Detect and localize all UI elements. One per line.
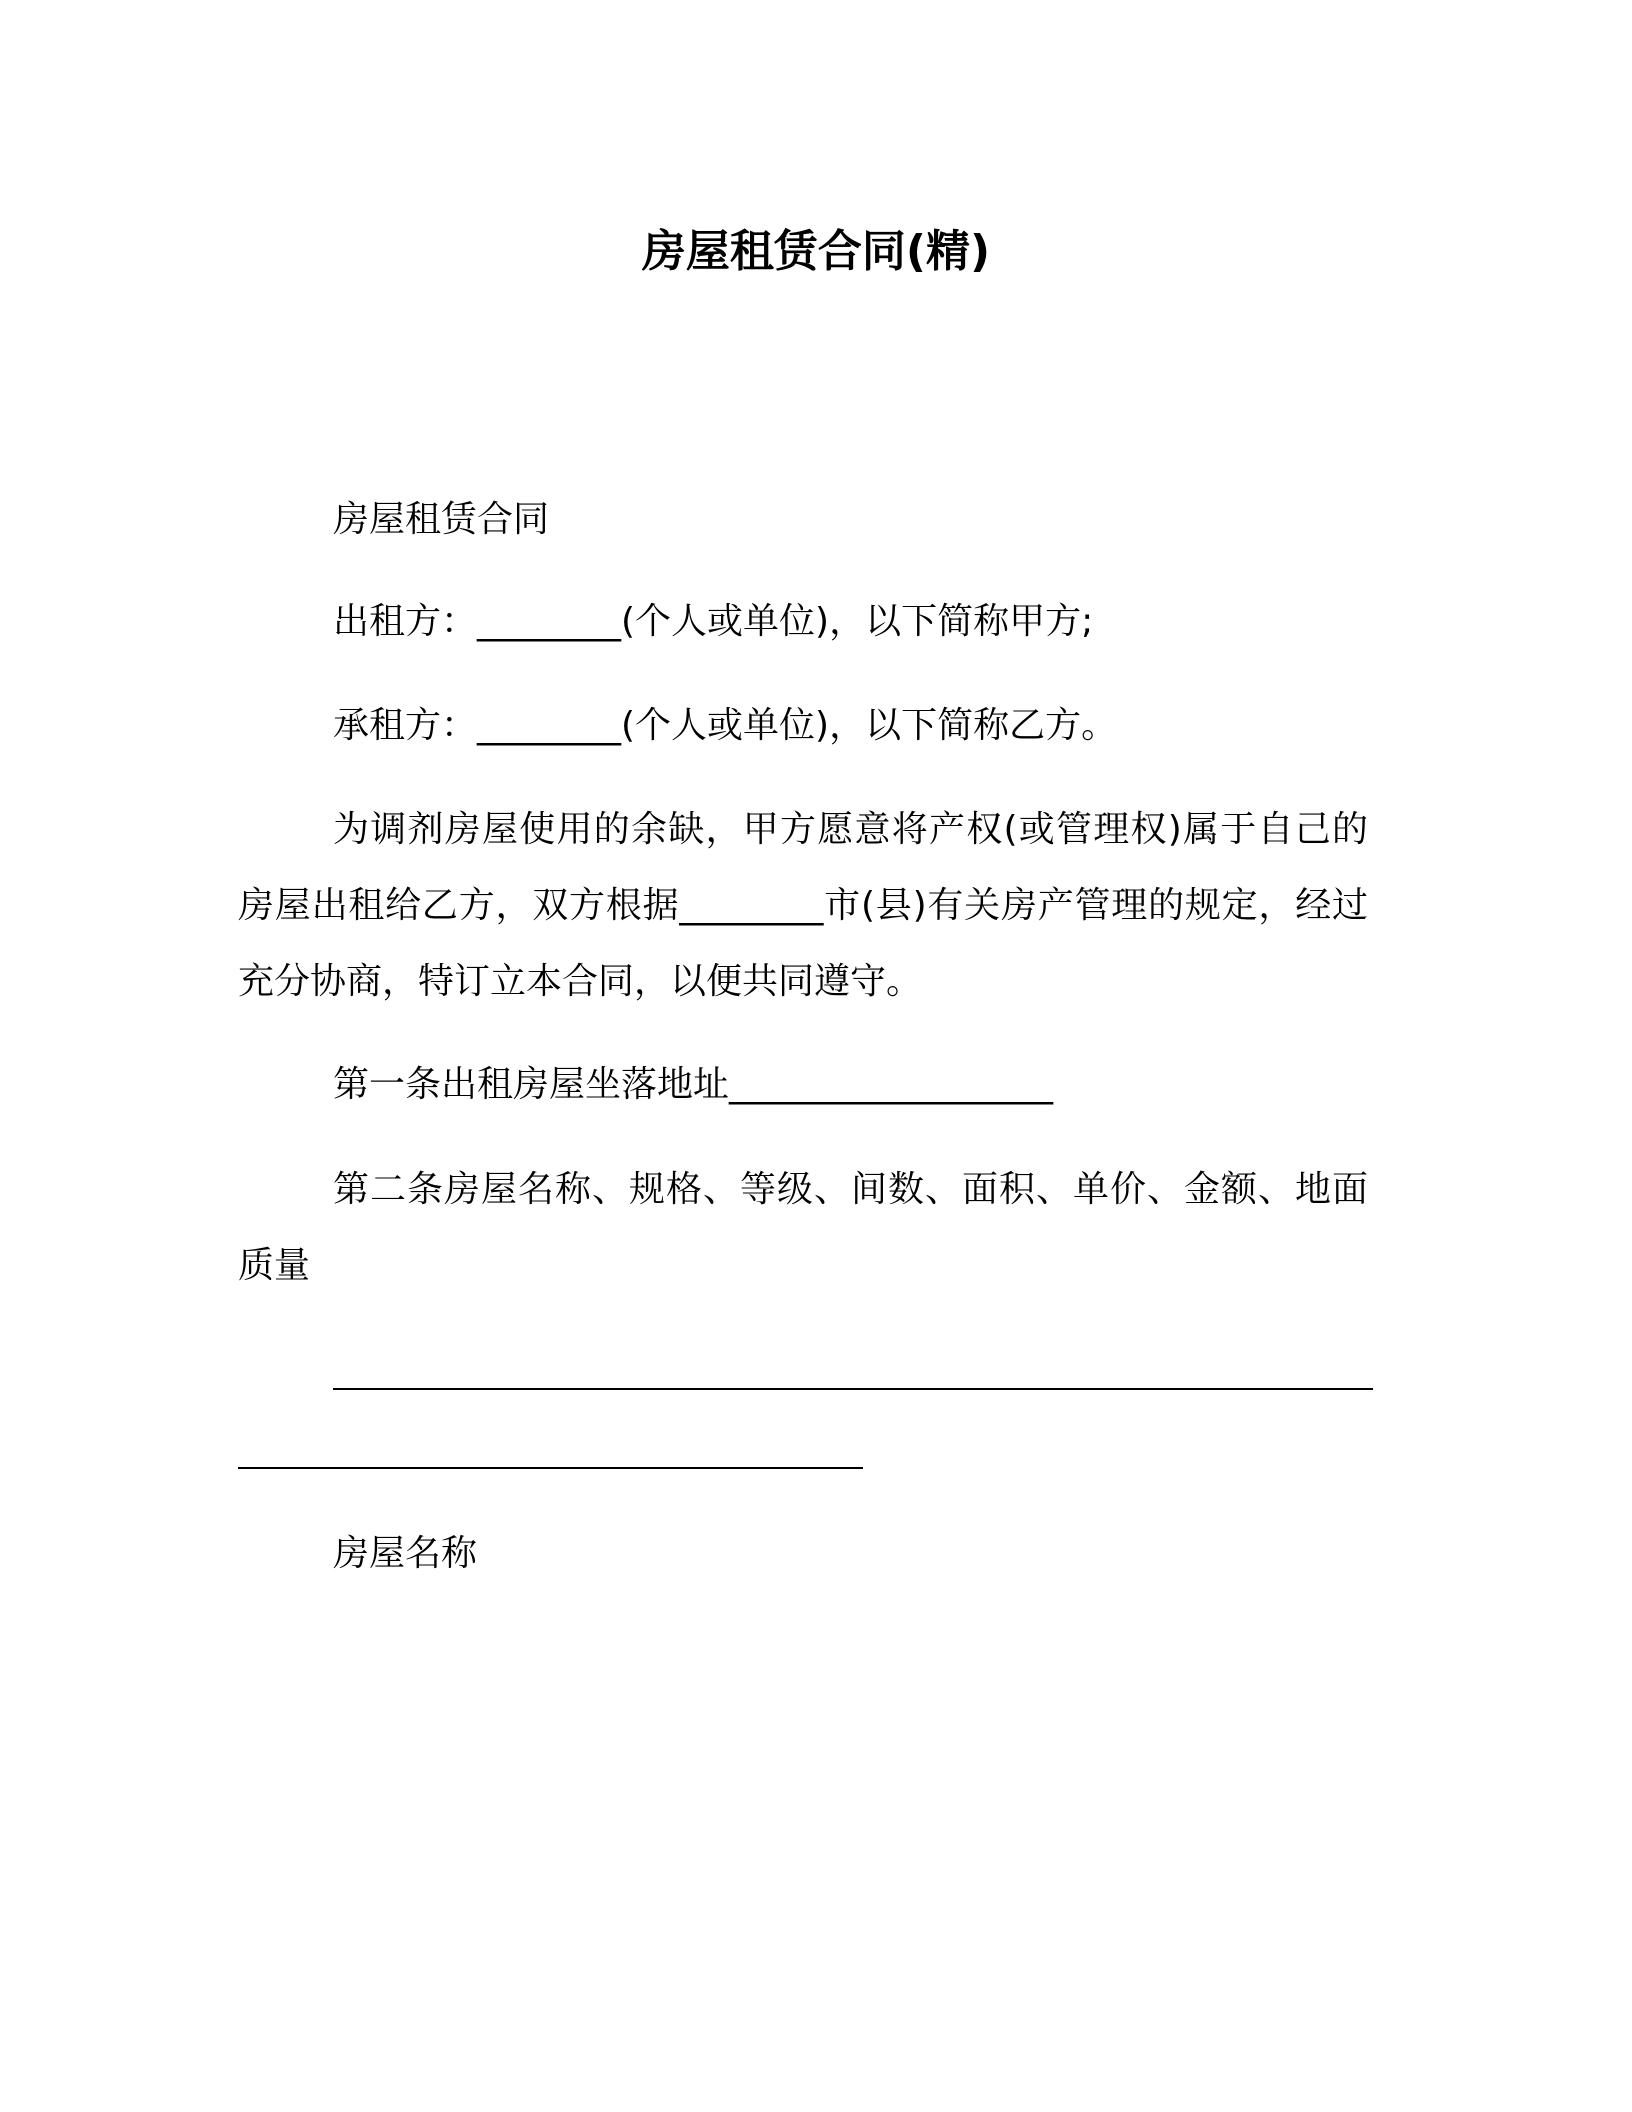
blank-fill-line <box>238 1467 863 1469</box>
purpose-paragraph: 为调剂房屋使用的余缺，甲方愿意将产权(或管理权)属于自己的房屋出租给乙方，双方根据________市(县)有关房产管理的规定，经过充分协商，特订立本合同，以便共同遵守。 <box>238 809 1368 1002</box>
blank-fill-line <box>333 1388 1373 1390</box>
article-1: 第一条出租房屋坐落地址__________________ <box>333 1064 1054 1105</box>
house-name-label: 房屋名称 <box>333 1533 478 1574</box>
lessor-line: 出租方：________(个人或单位)，以下简称甲方; <box>333 601 1094 642</box>
lessee-line: 承租方：________(个人或单位)，以下简称乙方。 <box>333 705 1118 746</box>
contract-heading: 房屋租赁合同 <box>333 499 550 540</box>
article-2: 第二条房屋名称、规格、等级、间数、面积、单价、金额、地面质量 <box>238 1169 1368 1286</box>
document-title: 房屋租赁合同(精) <box>641 226 991 277</box>
